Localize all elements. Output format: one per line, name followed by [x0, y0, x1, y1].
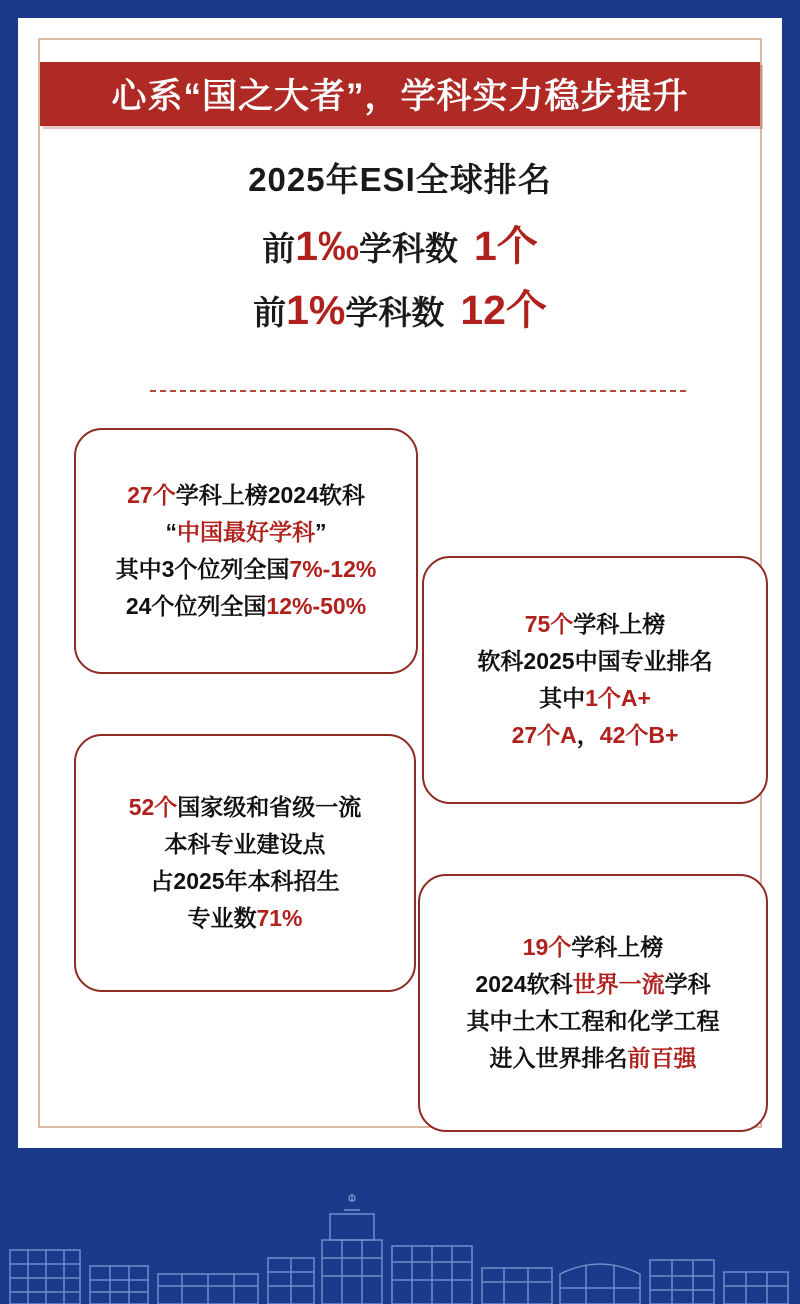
- fact-line: [424, 643, 766, 680]
- fact-line: [76, 588, 416, 625]
- fact-text-run: 学科上榜: [571, 933, 664, 960]
- fact-text-run: 19个: [522, 933, 572, 960]
- fact-text-run: 其中3个位列全国: [115, 556, 290, 582]
- esi-row-2: [60, 279, 740, 343]
- fact-text-run: 世界一流: [572, 970, 665, 997]
- fact-text-run: 其中: [539, 685, 586, 711]
- dashed-divider: [150, 390, 686, 392]
- fact-text-run: 软科2025中国专业排名: [477, 647, 713, 674]
- title-banner: [40, 62, 760, 126]
- esi-row-2-middle: 学科数: [345, 293, 445, 331]
- banner-title: 心系“国之大者”，学科实力稳步提升: [111, 77, 689, 116]
- fact-text-run: 1个A+: [585, 685, 651, 711]
- fact-box-world-class-disciplines: [418, 874, 768, 1132]
- fact-line: [76, 551, 416, 588]
- poster-card: [18, 18, 782, 1148]
- fact-line: [424, 606, 766, 643]
- fact-line: [76, 826, 414, 863]
- fact-text-run: 学科上榜2024软科: [175, 481, 365, 508]
- esi-title: 2025年ESI全球排名: [248, 161, 552, 198]
- fact-text-run: 71%: [256, 905, 303, 932]
- fact-line: [420, 1003, 766, 1040]
- fact-text-run: 27个A: [511, 722, 577, 749]
- fact-line: [424, 680, 766, 717]
- fact-text-run: 国家级和省级一流: [177, 793, 362, 820]
- fact-text-run: ”: [315, 518, 327, 545]
- fact-line: [76, 514, 416, 551]
- fact-text-run: 占2025年本科招生: [150, 868, 340, 894]
- fact-text-run: 其中土木工程和化学工程: [466, 1008, 720, 1034]
- fact-line: [420, 1040, 766, 1077]
- fact-text-run: 前百强: [627, 1045, 697, 1072]
- esi-row-1-prefix: 前: [262, 230, 296, 267]
- fact-text-run: “: [165, 518, 177, 545]
- esi-row-2-rank: 1%: [286, 286, 346, 333]
- fact-box-disciplines-ranking: [74, 428, 418, 674]
- fact-text-run: 进入世界排名: [489, 1045, 628, 1072]
- fact-text-run: 专业数: [187, 905, 257, 932]
- fact-text-run: 本科专业建设点: [164, 830, 326, 857]
- fact-box-major-ranking: [422, 556, 768, 804]
- esi-row-1-rank: 1‰: [295, 223, 359, 269]
- esi-row-1-middle: 学科数: [359, 230, 458, 267]
- esi-row-2-prefix: 前: [253, 293, 287, 331]
- fact-text-run: 27个: [127, 481, 176, 508]
- fact-text-run: 中国最好学科: [177, 518, 315, 545]
- fact-text-run: 24个位列全国: [125, 593, 267, 620]
- fact-text-run: 42个B+: [599, 722, 679, 749]
- fact-line: [76, 477, 416, 514]
- skyline-decoration: [0, 1154, 800, 1304]
- fact-text-run: 学科上榜: [573, 610, 666, 637]
- fact-text-run: 7%-12%: [289, 556, 377, 582]
- esi-row-2-count: 12个: [460, 286, 547, 333]
- fact-line: [76, 789, 414, 826]
- fact-text-run: ，: [576, 722, 600, 749]
- fact-line: [76, 863, 414, 900]
- esi-section: [60, 154, 740, 342]
- fact-line: [420, 966, 766, 1003]
- esi-row-1-count: 1个: [474, 223, 538, 269]
- fact-text-run: 75个: [524, 610, 574, 637]
- fact-box-first-class-majors: [74, 734, 416, 992]
- fact-text-run: 52个: [128, 793, 178, 820]
- fact-line: [420, 929, 766, 966]
- fact-line: [76, 900, 414, 937]
- fact-text-run: 2024软科: [475, 970, 573, 997]
- esi-row-1: [60, 215, 740, 279]
- fact-line: [424, 717, 766, 754]
- fact-text-run: 12%-50%: [266, 593, 367, 620]
- fact-text-run: 学科: [664, 970, 711, 997]
